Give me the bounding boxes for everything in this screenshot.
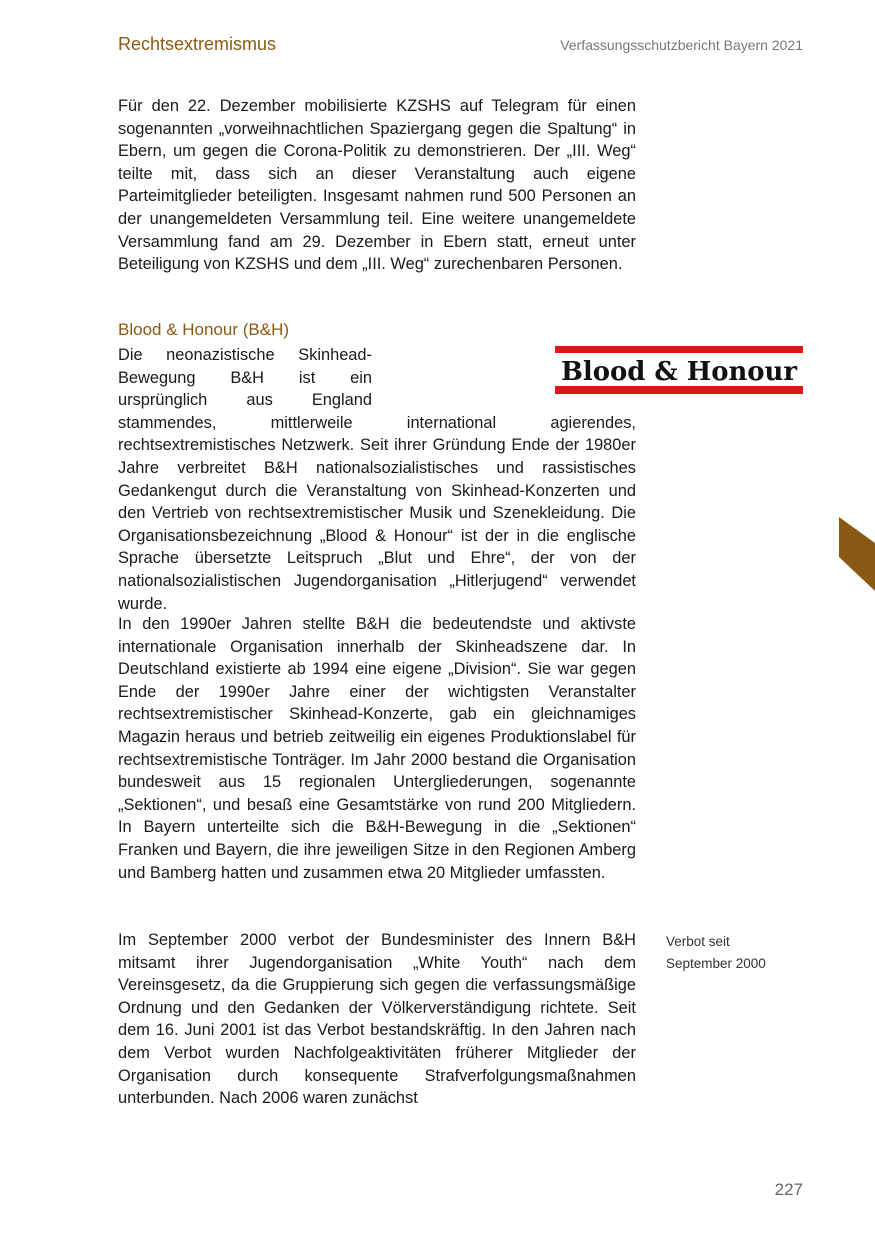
paragraph-text: Für den 22. Dezember mobilisierte KZSHS auf Telegram für einen sogenannten „vorweihnachtlichen Spaziergang gegen die Spaltung“ in Ebern, um gegen die Corona-Politik zu demonstrieren. Der „III. Weg“ teilte mit, dass sich an dieser Veranstaltung auch eigene Parteimitglieder beteiligten. Insgesamt nahmen rund 500 Personen an der unangemeldeten Versammlung teil. Eine weitere unangemeldete Versammlung fand am 29. Dezember in Ebern statt, erneut unter Beteiligung von KZSHS und dem „III. Weg“ zurechenbaren Personen. (118, 97, 636, 274)
section-heading: Blood & Honour (B&H) (118, 320, 290, 339)
paragraph-text: Im September 2000 verbot der Bundesminister des Innern B&H mitsamt ihrer Jugendorganisation „White Youth“ nach dem Vereinsgesetz, da die Gruppierung sich gegen die verfassungsmäßige Ordnung und den Gedanken der Völkerverständigung richtete. Seit dem 16. Juni 2001 ist das Verbot bestandskräftig. In den Jahren nach dem Verbot wurden Nachfolgeaktivitäten früherer Mitglieder der Organisation durch konsequente Strafverfolgungsmaßnahmen unterbunden. Nach 2006 waren zunächst (118, 931, 636, 1108)
page-number: 227 (774, 1180, 803, 1199)
paragraph-bh-ban (118, 929, 636, 1110)
margin-note-line: September 2000 (666, 956, 766, 971)
margin-note (666, 931, 766, 975)
running-header-publication: Verfassungsschutzbericht Bayern 2021 (560, 37, 803, 53)
running-header-chapter: Rechtsextremismus (118, 34, 277, 54)
paragraph-text: In den 1990er Jahren stellte B&H die bedeutendste und aktivste internationale Organisation innerhalb der Skinheadszene dar. In Deutschland existierte ab 1994 eine eigene „Division“. Sie war gegen Ende der 1990er Jahre einer der wichtigsten Veranstalter rechtsextremistischer Skinhead-Konzerte, gab ein gleichnamiges Magazin heraus und betrieb zeitweilig ein eigenes Produktionslabel für rechtsextremistische Tonträger. Im Jahr 2000 bestand die Organisation bundesweit aus 15 regionalen Untergliederungen, sogenannte „Sektionen“, und besaß eine Gesamtstärke von rund 200 Mitgliedern. In Bayern unterteilte sich die B&H-Bewegung in die „Sektionen“ Franken und Bayern, die ihre jeweiligen Sitze in den Regionen Amberg und Bamberg hatten und zusammen etwa 20 Mitglieder umfassten. (118, 615, 636, 882)
chapter-tab-marker (839, 517, 875, 591)
paragraph-text: Die neonazistische Skinhead-Bewegung B&H ist ein ursprünglich aus England stammendes, mittlerweile international agierendes, rechtsextremistisches Netzwerk. Seit ihrer Gründung Ende der 1980er Jahre verbreitet B&H nationalsozialistisches und rassistisches Gedankengut durch die Veranstaltung von Skinhead-Konzerten und den Vertrieb von rechtsextremistischer Musik und Szenekleidung. Die Organisationsbezeichnung „Blood & Honour“ ist der in die englische Sprache übersetzte Leitspruch „Blut und Ehre“, der von der nationalsozialistischen Jugendorganisation „Hitlerjugend“ verwendet wurde. (118, 346, 636, 613)
paragraph-bh-1990s (118, 613, 636, 884)
margin-note-line: Verbot seit (666, 934, 730, 949)
logo-lettering: Blood & Honour (561, 357, 798, 387)
paragraph-kzshs-mobilization (118, 95, 636, 276)
blood-and-honour-logo (555, 346, 803, 394)
